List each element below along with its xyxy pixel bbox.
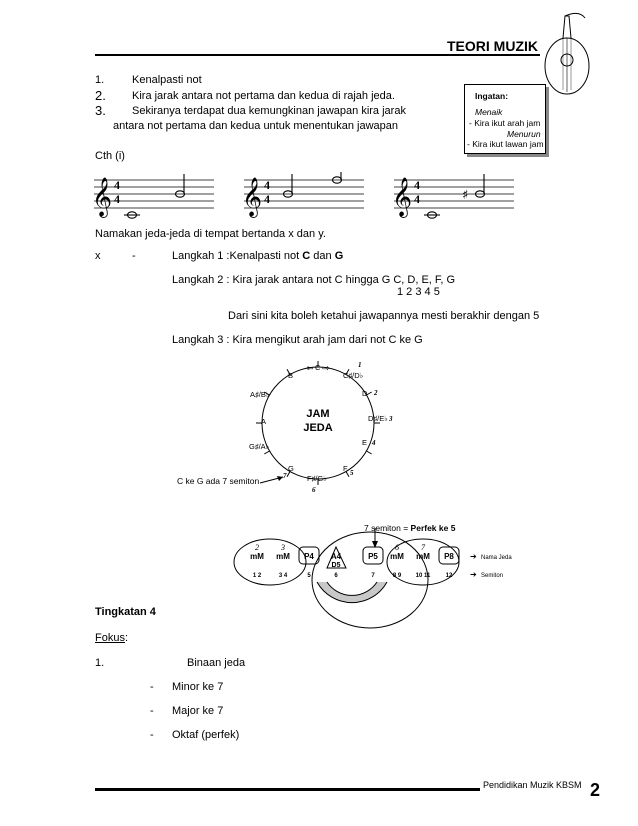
semitone-3-4: 3 4 bbox=[278, 573, 288, 579]
reminder-clockwise: - Kira ikut arah jam bbox=[469, 118, 541, 128]
bullet-dash: - bbox=[150, 729, 154, 741]
task-text: Namakan jeda-jeda di tempat bertanda x dan y. bbox=[95, 228, 326, 240]
reminder-descending: Menurun bbox=[507, 129, 541, 139]
clock-count-6: 6 bbox=[312, 486, 316, 494]
semitone-10-11: 10 11 bbox=[415, 573, 431, 579]
page-title: TEORI MUZIK bbox=[447, 38, 538, 54]
interval-mm-2: mM bbox=[276, 552, 290, 561]
sharp-sign: ♯ bbox=[462, 188, 469, 203]
focus-colon: : bbox=[124, 632, 129, 644]
footer-rule bbox=[95, 788, 480, 791]
instruction-2-text: Kira jarak antara not pertama dan kedua di rajah jeda. bbox=[132, 90, 395, 102]
instruction-3-num: 3. bbox=[95, 103, 106, 118]
interval-p4: P4 bbox=[304, 552, 314, 561]
clock-label-ds: D♯/E♭ bbox=[368, 414, 388, 423]
interval-top-3: 3 bbox=[281, 543, 285, 552]
treble-clef-icon: 𝄞 bbox=[242, 177, 263, 217]
reminder-box bbox=[464, 84, 546, 154]
instruction-1-num: 1. bbox=[95, 74, 105, 86]
reminder-ascending: Menaik bbox=[475, 107, 503, 117]
clock-label-e: E bbox=[362, 438, 368, 447]
clock-label-a: A bbox=[261, 417, 267, 426]
clock-count-1: 1 bbox=[358, 361, 362, 369]
instruction-3-text: Sekiranya terdapat dua kemungkinan jawapan kira jarak bbox=[132, 105, 406, 117]
interval-p5: P5 bbox=[368, 552, 378, 561]
semitone-5: 5 bbox=[307, 573, 311, 579]
clock-label-f: F bbox=[343, 464, 348, 473]
step-dash: - bbox=[132, 250, 136, 262]
step-2-numbers: 1 2 3 4 5 bbox=[397, 286, 440, 298]
clock-caption: C ke G ada 7 semiton bbox=[177, 476, 260, 486]
semitone-8-9: 8 9 bbox=[392, 573, 402, 579]
interval-caption-bold: Perfek ke 5 bbox=[410, 523, 456, 533]
interval-p8: P8 bbox=[444, 552, 454, 561]
music-staves bbox=[92, 172, 542, 222]
bullet-octave: Oktaf (perfek) bbox=[172, 729, 240, 741]
title-rule bbox=[95, 54, 540, 56]
step-1 bbox=[172, 250, 343, 262]
step-x-marker: x bbox=[95, 250, 101, 262]
interval-mm-1: mM bbox=[250, 552, 264, 561]
clock-label-as: A♯/B♭ bbox=[250, 390, 270, 399]
clock-label-b: B bbox=[288, 371, 294, 380]
bullet-dash: - bbox=[150, 681, 154, 693]
clock-label-g: G bbox=[288, 464, 294, 473]
clock-label-fs: F♯/G♭ bbox=[307, 474, 327, 483]
time-signature: 4 bbox=[414, 178, 420, 192]
clock-center-jam: JAM bbox=[306, 408, 330, 420]
section-heading: Tingkatan 4 bbox=[95, 606, 156, 618]
clock-top-arrows: ⇦ bbox=[306, 364, 314, 374]
interval-diagram bbox=[225, 520, 555, 630]
step-1-prefix: Langkah 1 :Kenalpasti not bbox=[172, 250, 303, 262]
interval-clock bbox=[170, 355, 430, 495]
clock-label-c: C bbox=[315, 363, 321, 372]
treble-clef-icon: 𝄞 bbox=[392, 177, 413, 217]
semitone-12: 12 bbox=[445, 573, 453, 579]
bullet-minor-7: Minor ke 7 bbox=[172, 681, 224, 693]
example-label: Cth (i) bbox=[95, 150, 125, 162]
legend-arrow-icon: ➔ bbox=[470, 570, 477, 579]
interval-d5: D5 bbox=[331, 562, 341, 569]
interval-mm-3: mM bbox=[390, 552, 404, 561]
svg-text:4: 4 bbox=[114, 192, 120, 206]
interval-mm-4: mM bbox=[416, 552, 430, 561]
section-item-num: 1. bbox=[95, 657, 105, 669]
focus-word: Fokus bbox=[95, 632, 125, 644]
clock-label-d: D bbox=[362, 389, 368, 398]
clock-center-jeda: JEDA bbox=[303, 422, 333, 434]
focus-label bbox=[95, 632, 128, 644]
clock-label-cs: C♯/D♭ bbox=[343, 371, 364, 380]
legend-name: Nama Jeda bbox=[481, 555, 512, 561]
step-2-note: Dari sini kita boleh ketahui jawapannya mesti berakhir dengan 5 bbox=[228, 310, 540, 322]
step-1-mid: dan bbox=[310, 250, 335, 262]
semitone-6: 6 bbox=[334, 573, 338, 579]
reminder-anticlockwise: - Kira ikut lawan jam bbox=[467, 139, 544, 149]
interval-top-6: 6 bbox=[395, 543, 399, 552]
legend-semitone: Semiton bbox=[481, 573, 504, 579]
instruction-2-num: 2. bbox=[95, 88, 106, 103]
clock-count-2: 2 bbox=[374, 389, 378, 397]
step-2: Langkah 2 : Kira jarak antara not C hingga G C, D, E, F, G bbox=[172, 274, 456, 286]
step-1-note-g: G bbox=[334, 250, 344, 262]
interval-a4: A4 bbox=[330, 552, 342, 561]
svg-text:4: 4 bbox=[414, 192, 420, 206]
clock-top-arrows: ⇨ bbox=[322, 364, 330, 374]
section-item-text: Binaan jeda bbox=[187, 657, 246, 669]
step-3: Langkah 3 : Kira mengikut arah jam dari not C ke G bbox=[172, 334, 423, 346]
bullet-dash: - bbox=[150, 705, 154, 717]
time-signature: 4 bbox=[264, 178, 270, 192]
step-1-note-c: C bbox=[302, 250, 311, 262]
interval-top-2: 2 bbox=[255, 543, 259, 552]
reminder-heading: Ingatan: bbox=[475, 91, 509, 101]
legend-arrow-icon: ➔ bbox=[470, 552, 477, 561]
interval-top-7: 7 bbox=[421, 543, 425, 552]
semitone-7: 7 bbox=[371, 573, 375, 579]
clock-count-5: 5 bbox=[350, 469, 354, 477]
treble-clef-icon: 𝄞 bbox=[92, 177, 113, 217]
instruction-1-text: Kenalpasti not bbox=[132, 74, 202, 86]
clock-count-4: 4 bbox=[372, 439, 376, 447]
clock-count-3: 3 bbox=[389, 415, 393, 423]
clock-count-7: 7 bbox=[283, 472, 287, 480]
bullet-major-7: Major ke 7 bbox=[172, 705, 224, 717]
instruction-3-cont: antara not pertama dan kedua untuk menentukan jawapan bbox=[113, 120, 398, 132]
time-signature: 4 bbox=[114, 178, 120, 192]
interval-caption-prefix: 7 semiton = bbox=[364, 523, 411, 533]
page-number: 2 bbox=[590, 780, 601, 800]
svg-text:4: 4 bbox=[264, 192, 270, 206]
footer-text: Pendidikan Muzik KBSM bbox=[483, 780, 582, 790]
semitone-1-2: 1 2 bbox=[252, 573, 262, 579]
clock-label-gs: G♯/A♭ bbox=[249, 442, 270, 451]
